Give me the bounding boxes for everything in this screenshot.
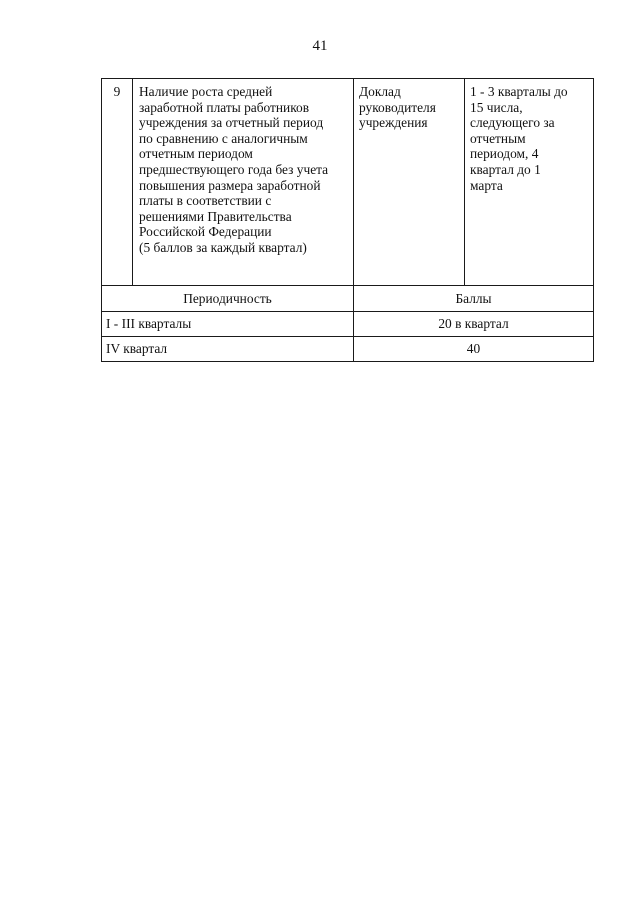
scores-header-row — [102, 286, 594, 312]
description-line: Российской Федерации — [139, 224, 272, 240]
deadline-line: периодом, 4 — [470, 146, 539, 162]
description-line: заработной платы работников — [139, 99, 310, 115]
criterion-description — [133, 79, 354, 286]
deadline-line: квартал до 1 — [470, 161, 541, 177]
description-line: (5 баллов за каждый квартал) — [139, 239, 307, 255]
criterion-deadline — [465, 79, 594, 286]
periodicity-header: Периодичность — [102, 286, 354, 312]
period-cell: IV квартал — [102, 337, 354, 362]
deadline-line: отчетным — [470, 130, 526, 146]
deadline-line: 15 числа, — [470, 99, 523, 115]
deadline-line: следующего за — [470, 115, 555, 131]
deadline-line: 1 - 3 кварталы до — [470, 84, 568, 99]
description-line: отчетным периодом — [139, 146, 253, 162]
criterion-row — [102, 79, 594, 286]
scores-row — [102, 337, 594, 362]
description-line: повышения размера заработной — [139, 177, 321, 193]
description-line: платы в соответствии с — [139, 193, 272, 209]
description-line: Наличие роста средней — [139, 84, 273, 99]
criteria-table — [101, 78, 594, 362]
criterion-number: 9 — [102, 79, 133, 286]
period-cell: I - III кварталы — [102, 312, 354, 337]
source-line: руководителя — [359, 99, 436, 115]
description-line: предшествующего года без учета — [139, 161, 329, 177]
points-header: Баллы — [354, 286, 594, 312]
criterion-source — [354, 79, 465, 286]
description-line: учреждения за отчетный период — [139, 115, 324, 131]
deadline-line: марта — [470, 177, 503, 193]
description-line: решениями Правительства — [139, 208, 292, 224]
source-line: Доклад — [359, 84, 401, 99]
description-line: по сравнению с аналогичным — [139, 130, 308, 146]
page-number: 41 — [312, 38, 328, 54]
scores-row — [102, 312, 594, 337]
source-line: учреждения — [359, 115, 428, 131]
points-cell: 20 в квартал — [354, 312, 594, 337]
points-cell: 40 — [354, 337, 594, 362]
